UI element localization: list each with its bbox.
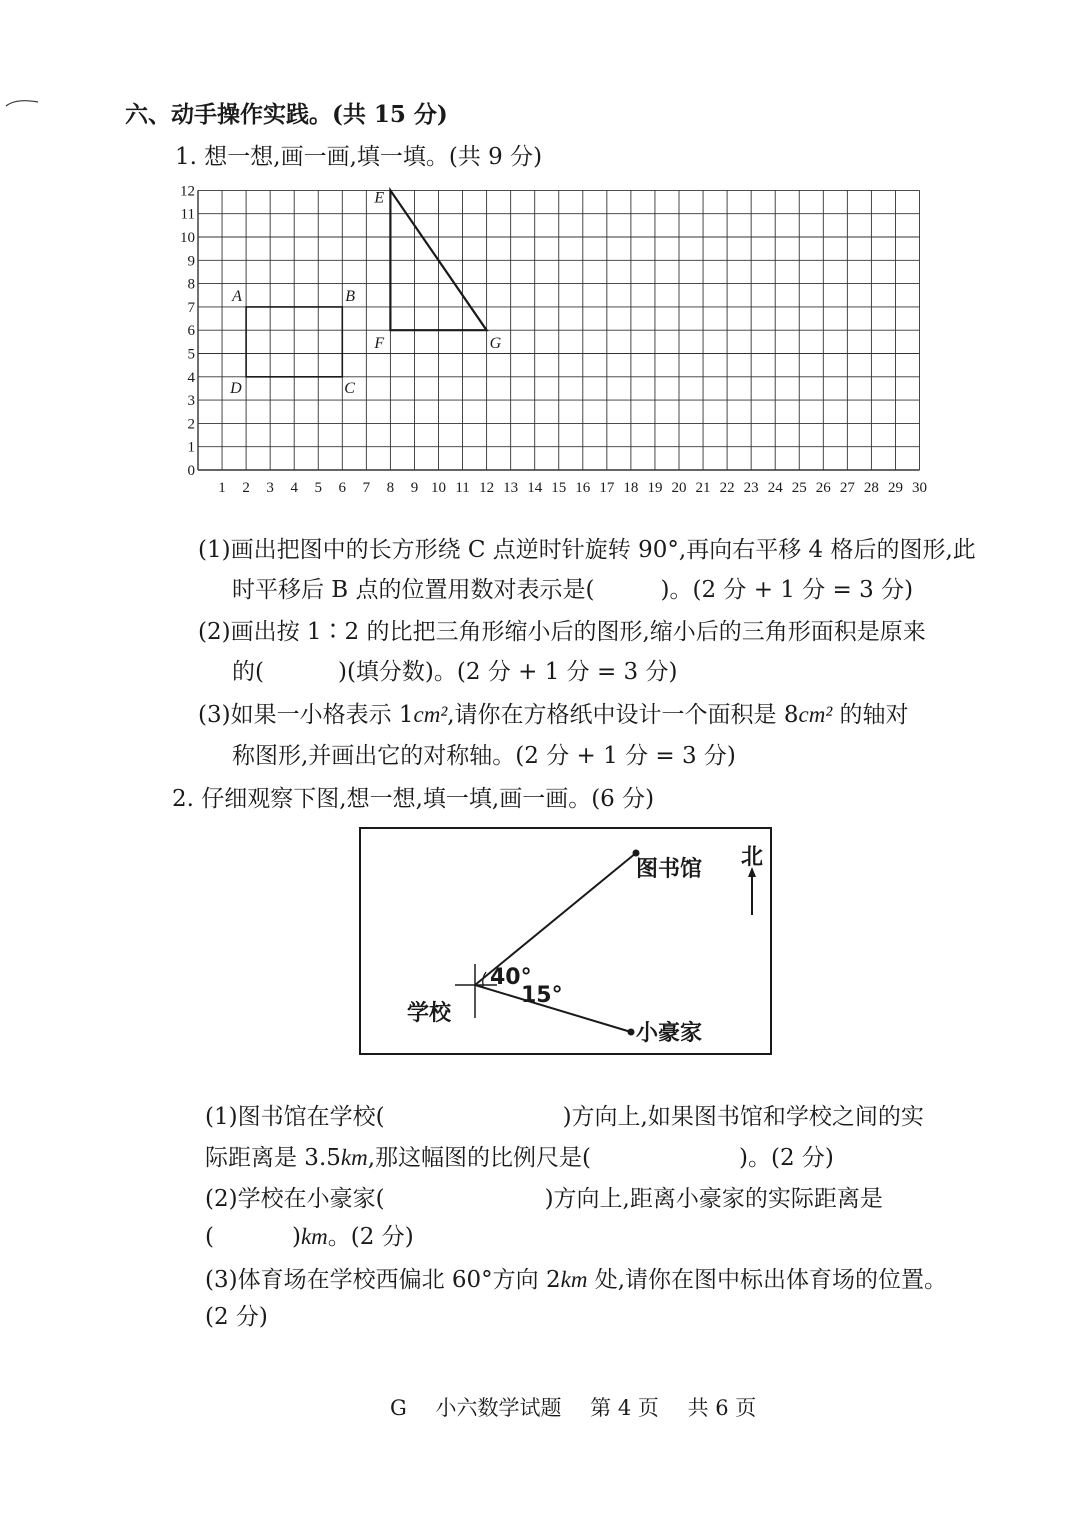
x-tick-label: 11	[455, 480, 470, 496]
x-tick-label: 8	[386, 480, 395, 496]
q2-part1-text-e: )。(2 分)	[739, 1145, 834, 1171]
footer-subject: 小六数学试题	[435, 1396, 562, 1420]
q1-part3-text-b: ,请你在方格纸中设计一个面积是 8	[447, 702, 799, 728]
x-tick-label: 26	[815, 480, 831, 496]
q1-part2-line1: (2)画出按 1∶2 的比把三角形缩小后的图形,缩小后的三角形面积是原来	[198, 619, 926, 645]
coordinate-grid	[170, 180, 930, 500]
q2-part2-line1	[205, 1184, 883, 1214]
q2-part1-text-c: 际距离是 3.5	[205, 1145, 341, 1171]
unit-cm2: cm²	[413, 702, 448, 727]
q2-part1-text-b: )方向上,如果图书馆和学校之间的实	[562, 1104, 924, 1130]
home-label: 小豪家	[636, 1021, 703, 1046]
q1-part3-text-a: (3)如果一小格表示 1	[198, 702, 414, 728]
q1-part1-line1: (1)画出把图中的长方形绕 C 点逆时针旋转 90°,再向右平移 4 格后的图形,此	[198, 537, 976, 563]
x-tick-label: 4	[290, 480, 298, 496]
q2-part3-line1	[205, 1265, 947, 1295]
y-tick-label: 9	[187, 253, 195, 270]
q2-part1-text-a: (1)图书馆在学校(	[205, 1104, 385, 1130]
vertex-label-e: E	[374, 189, 385, 207]
q1-part3-line1	[198, 700, 909, 730]
unit-km: km	[300, 1224, 328, 1249]
x-tick-label: 30	[912, 480, 927, 496]
unit-km: km	[340, 1145, 368, 1170]
page-footer	[390, 1392, 778, 1422]
library-point	[633, 850, 640, 857]
x-tick-label: 27	[839, 480, 855, 496]
x-tick-label: 14	[527, 480, 543, 496]
y-tick-label: 0	[187, 463, 195, 479]
vertex-label-g: G	[489, 335, 502, 353]
footer-page-number: 第 4 页	[590, 1396, 659, 1420]
y-tick-label: 7	[187, 299, 195, 316]
x-tick-label: 17	[599, 480, 615, 496]
q2-part2-line2	[205, 1222, 414, 1252]
q1-part1-line2	[232, 575, 913, 605]
direction-map	[355, 822, 780, 1062]
q2-part2-text-b: )方向上,距离小豪家的实际距离是	[544, 1186, 883, 1212]
unit-cm2: cm²	[798, 702, 833, 727]
vertex-label-c: C	[344, 379, 355, 397]
x-tick-label: 2	[242, 480, 250, 496]
footer-total-pages: 共 6 页	[687, 1396, 757, 1420]
home-point	[628, 1029, 635, 1036]
section-title: 六、动手操作实践。(共 15 分)	[125, 101, 448, 128]
north-label: 北	[741, 845, 764, 870]
y-tick-label: 2	[187, 416, 195, 433]
footer-code: G	[390, 1396, 407, 1420]
x-tick-label: 20	[671, 480, 687, 496]
scan-corner-mark	[4, 96, 44, 110]
y-tick-label: 1	[187, 439, 195, 456]
y-tick-label: 4	[187, 369, 195, 386]
q1-part1-text-b: )。(2 分 + 1 分 = 3 分)	[660, 577, 914, 603]
vertex-label-f: F	[374, 335, 385, 353]
question-2-title: 2. 仔细观察下图,想一想,填一填,画一画。(6 分)	[172, 786, 655, 812]
x-tick-label: 21	[695, 480, 711, 496]
x-tick-label: 29	[887, 480, 903, 496]
x-tick-label: 16	[575, 480, 591, 496]
x-tick-label: 22	[719, 480, 735, 496]
q1-part2-text-a: 的(	[232, 659, 264, 685]
x-tick-label: 19	[647, 480, 663, 496]
q2-part2-text-a: (2)学校在小豪家(	[205, 1186, 385, 1212]
x-tick-label: 13	[503, 480, 519, 496]
x-tick-label: 24	[767, 480, 783, 496]
x-tick-label: 25	[791, 480, 807, 496]
y-tick-label: 6	[187, 323, 195, 340]
q2-part1-line1	[205, 1102, 924, 1132]
q2-part3-text-a: (3)体育场在学校西偏北 60°方向 2	[205, 1267, 561, 1293]
q1-part3-text-c: 的轴对	[832, 702, 909, 728]
x-tick-label: 15	[551, 480, 567, 496]
x-tick-label: 3	[266, 480, 274, 496]
y-tick-label: 5	[187, 346, 195, 363]
unit-km: km	[560, 1267, 588, 1292]
q1-part1-text-a: 时平移后 B 点的位置用数对表示是(	[232, 577, 595, 603]
q1-part2-line2	[232, 657, 677, 687]
y-tick-label: 10	[180, 230, 195, 246]
q2-part3-line2: (2 分)	[205, 1304, 268, 1330]
q2-part2-text-c: (	[205, 1224, 214, 1250]
q1-part3-line2: 称图形,并画出它的对称轴。(2 分 + 1 分 = 3 分)	[232, 743, 736, 769]
x-tick-label: 18	[623, 480, 639, 496]
x-tick-label: 23	[743, 480, 759, 496]
x-tick-label: 7	[362, 480, 371, 496]
x-tick-label: 12	[479, 480, 495, 496]
y-tick-label: 3	[187, 393, 195, 410]
angle-15-label: 15°	[521, 983, 563, 1008]
school-label: 学校	[407, 1001, 452, 1026]
x-tick-label: 28	[863, 480, 879, 496]
vertex-label-b: B	[345, 287, 356, 305]
library-label: 图书馆	[636, 857, 703, 882]
q2-part1-line2	[205, 1143, 834, 1173]
x-tick-label: 9	[410, 480, 419, 496]
y-tick-label: 11	[180, 206, 195, 223]
vertex-label-d: D	[230, 379, 242, 397]
x-tick-label: 1	[218, 480, 226, 496]
x-tick-label: 10	[431, 480, 446, 496]
y-tick-label: 12	[180, 183, 195, 200]
question-1-title: 1. 想一想,画一画,填一填。(共 9 分)	[175, 144, 543, 170]
vertex-label-a: A	[232, 287, 242, 305]
x-tick-label: 6	[338, 480, 347, 496]
q2-part1-text-d: ,那这幅图的比例尺是(	[367, 1145, 592, 1171]
q1-part2-text-b: )(填分数)。(2 分 + 1 分 = 3 分)	[337, 659, 678, 685]
q2-part3-text-b: 处,请你在图中标出体育场的位置。	[587, 1267, 948, 1293]
q2-part2-text-d: )	[291, 1224, 301, 1250]
angle-40-label: 40°	[490, 965, 532, 990]
y-tick-label: 8	[187, 276, 195, 293]
x-tick-label: 5	[314, 480, 322, 496]
q2-part2-text-e: 。(2 分)	[327, 1224, 414, 1250]
